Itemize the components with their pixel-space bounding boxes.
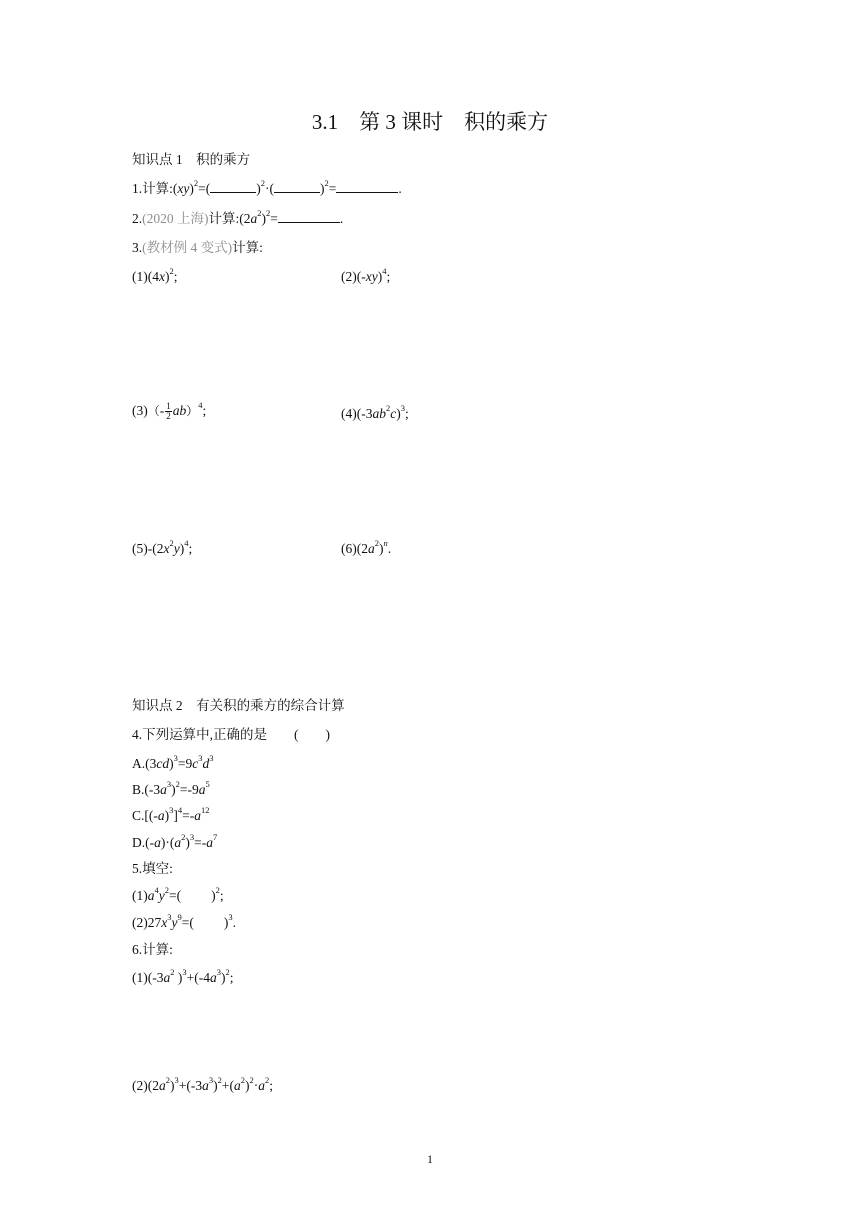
q3-item-2: $(2)(-xy)^4$; bbox=[341, 266, 391, 284]
question-6: 6.计算: bbox=[132, 942, 173, 957]
q3-item-4: $(4)(-3ab^2c)^3$; bbox=[341, 403, 409, 421]
source-note: (教材例 4 变式) bbox=[142, 240, 233, 255]
q3-item-3: (3)（- $\frac{1}{2}$ ab）$^4$; bbox=[132, 400, 207, 422]
option-a[interactable]: $A.(3cd)^3=9c^3d^3$ bbox=[132, 753, 214, 771]
question-1: 1.计算:(xy)$^2$=( )$^2$·( )$^2$= . bbox=[132, 178, 402, 196]
q6-item-2: $(2)(2a^2)^3+(-3a^3)^2+(a^2)^2\cdot a^2$; bbox=[132, 1075, 273, 1093]
answer-bracket[interactable]: ( ) bbox=[294, 727, 330, 742]
knowledge-point-2: 知识点 2 有关积的乘方的综合计算 bbox=[132, 698, 345, 713]
q6-item-1: $(1)(-3a^2$ )$^3+(-4a^3)^2$; bbox=[132, 967, 234, 985]
q3-item-6: $(6)(2a^2)^n$. bbox=[341, 538, 392, 556]
topic-label: 积的乘方 bbox=[464, 110, 549, 134]
q3-item-5: $(5)-(2x^2y)^4$; bbox=[132, 538, 193, 556]
q5-item-2: $(2)27x^3y^9=$( )$^3$. bbox=[132, 912, 236, 930]
answer-blank[interactable] bbox=[210, 180, 256, 193]
q5-item-1: $(1)a^4y^2=$( )$^2$; bbox=[132, 885, 224, 903]
answer-blank[interactable] bbox=[278, 210, 340, 223]
option-c[interactable]: $C.[(-a)^3]^4=-a^{12}$ bbox=[132, 805, 210, 823]
question-5: 5.填空: bbox=[132, 861, 173, 876]
answer-blank[interactable] bbox=[274, 180, 320, 193]
fraction: $\frac{1}{2}$ bbox=[166, 401, 171, 422]
knowledge-point-1: 知识点 1 积的乘方 bbox=[132, 152, 251, 167]
option-d[interactable]: $D.(-a)\cdot(a^2)^3=-a^7$ bbox=[132, 832, 218, 850]
q3-item-1: $(1)(4x)^2$; bbox=[132, 266, 178, 284]
answer-blank[interactable] bbox=[336, 180, 398, 193]
question-2: 2.(2020 上海)计算$:(2a^2)^2=$ . bbox=[132, 208, 344, 226]
question-3: 3.(教材例 4 变式)计算: bbox=[132, 240, 263, 255]
page-title bbox=[0, 106, 860, 136]
question-4: 4.下列运算中,正确的是 ( ) bbox=[132, 727, 330, 742]
page-number: 1 bbox=[427, 1152, 433, 1166]
lesson-label: 第 3 课时 bbox=[359, 110, 444, 134]
section-number: 3.1 bbox=[311, 110, 339, 134]
source-note: (2020 上海) bbox=[142, 211, 209, 226]
option-b[interactable]: $B.(-3a^3)^2=-9a^5$ bbox=[132, 779, 210, 797]
